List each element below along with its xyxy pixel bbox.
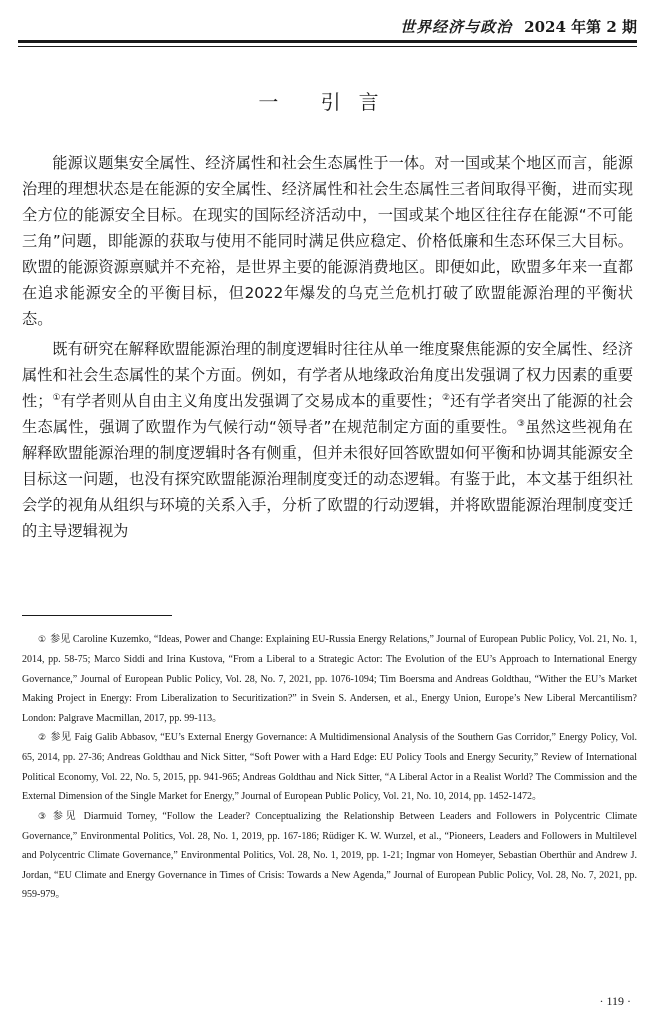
journal-issue: 2024 年第 2 期 xyxy=(524,18,637,36)
footnote-ref-2[interactable]: ② xyxy=(441,392,451,403)
header-rule-thin xyxy=(18,46,637,47)
journal-info xyxy=(400,16,637,37)
footnote-3 xyxy=(22,807,637,905)
paragraph-2-text-b: 有学者则从自由主义角度出发强调了交易成本的重要性； xyxy=(60,392,442,410)
paragraph-1 xyxy=(22,150,633,332)
footnote-3-mark: ③ xyxy=(38,811,49,822)
footnote-1 xyxy=(22,630,637,728)
footnote-separator xyxy=(22,615,172,616)
paragraph-1-text: 能源议题集安全属性、经济属性和社会生态属性于一体。对一国或某个地区而言，能源治理的理想状态是在能源的安全属性、经济属性和社会生态属性三者间取得平衡，进而实现全方位的能源安全目标。在现实的国际经济活动中，一国或某个地区往往存在能源“不可能三角”问题，即能源的获取与使用不能同时满足供应稳定、价格低廉和生态环保三大目标。欧盟的能源资源禀赋并不充裕，是世界主要的能源消费地区。即便如此，欧盟多年来一直都在追求能源安全的平衡目标，但2022年爆发的乌克兰危机打破了欧盟能源治理的平衡状态。 xyxy=(22,154,633,328)
paragraph-2-text-c: 还有学者突出了能源的社会生态属性，强调了欧盟作为气候行动“领导者”在规范制定方面的重要性。 xyxy=(22,392,634,436)
running-header xyxy=(18,12,637,48)
header-rule-thick xyxy=(18,40,637,43)
paragraph-2 xyxy=(22,336,633,544)
main-text xyxy=(22,150,633,548)
footnote-ref-3[interactable]: ③ xyxy=(516,418,526,429)
section-title: 一 引言 xyxy=(258,90,397,114)
page-number: · 119 · xyxy=(599,994,631,1008)
footnote-2 xyxy=(22,728,637,807)
footnote-1-text: 参见 Caroline Kuzemko, “Ideas, Power and Change: Explaining EU-Russia Energy Relations,” Journal of European Public Policy, Vol. 21, No. 1, 2014, pp. 58-75; Marco Siddi and Irina Kustova, “From a Liberal to a Strategic Actor: The Evolution of the EU’s Approach to International Energy Governance,” Journal of European Public Policy, Vol. 28, No. 7, 2021, pp. 1076-1094; Tim Boersma and Andreas Goldthau, “Wither the EU’s Market Making Project in Energy: From Liberalization to Securitization?” in Svein S. Andersen, et al., Energy Union, Europe’s New Liberal Mercantilism? London: Palgrave Macmillan, 2017, pp. 99-113。 xyxy=(22,634,637,724)
paragraph-2-text-d: 虽然这些视角在解释欧盟能源治理的制度逻辑时各有侧重，但并未很好回答欧盟如何平衡和协调其能源安全目标这一问题，也没有探究欧盟能源治理制度变迁的动态逻辑。有鉴于此，本文基于组织社会学的视角从组织与环境的关系入手，分析了欧盟的行动逻辑，并将欧盟能源治理制度变迁的主导逻辑视为 xyxy=(22,418,633,540)
journal-name: 世界经济与政治 xyxy=(400,18,513,36)
footnote-2-text: 参见 Faig Galib Abbasov, “EU’s External Energy Governance: A Multidimensional Analysis of the Southern Gas Corridor,” Energy Policy, Vol. 65, 2014, pp. 27-36; Andreas Goldthau and Nick Sitter, “Soft Power with a Hard Edge: EU Policy Tools and Energy Security,” Review of International Political Economy, Vol. 22, No. 5, 2015, pp. 941-965; Andreas Goldthau and Nick Sitter, “A Liberal Actor in a Realist World? The Commission and the External Dimension of the Single Market for Energy,” Journal of European Public Policy, Vol. 21, No. 10, 2014, pp. 1452-1472。 xyxy=(22,732,637,803)
paragraph-2-text-a: 既有研究在解释欧盟能源治理的制度逻辑时往往从单一维度聚焦能源的安全属性、经济属性和社会生态属性的某个方面。例如，有学者从地缘政治角度出发强调了权力因素的重要性； xyxy=(22,340,633,410)
footnote-1-mark: ① xyxy=(38,635,47,645)
footnotes xyxy=(22,630,637,905)
footnote-ref-1[interactable]: ① xyxy=(52,392,61,403)
footnote-2-mark: ② xyxy=(38,733,47,744)
footnote-3-text: 参见 Diarmuid Torney, “Follow the Leader? Conceptualizing the Relationship Between Leaders and Followers in Polycentric Climate Governance,” Environmental Politics, Vol. 28, No. 1, 2019, pp. 167-186; Rüdiger K. W. Wurzel, et al., “Pioneers, Leaders and Followers in Multilevel and Polycentric Climate Governance,” Environmental Politics, Vol. 28, No. 1, 2019, pp. 1-21; Ingmar von Homeyer, Sebastian Oberthür and Andrew J. Jordan, “EU Climate and Energy Governance in Times of Crisis: Towards a New Agenda,” Journal of European Public Policy, Vol. 28, No. 7, 2021, pp. 959-979。 xyxy=(22,810,638,901)
